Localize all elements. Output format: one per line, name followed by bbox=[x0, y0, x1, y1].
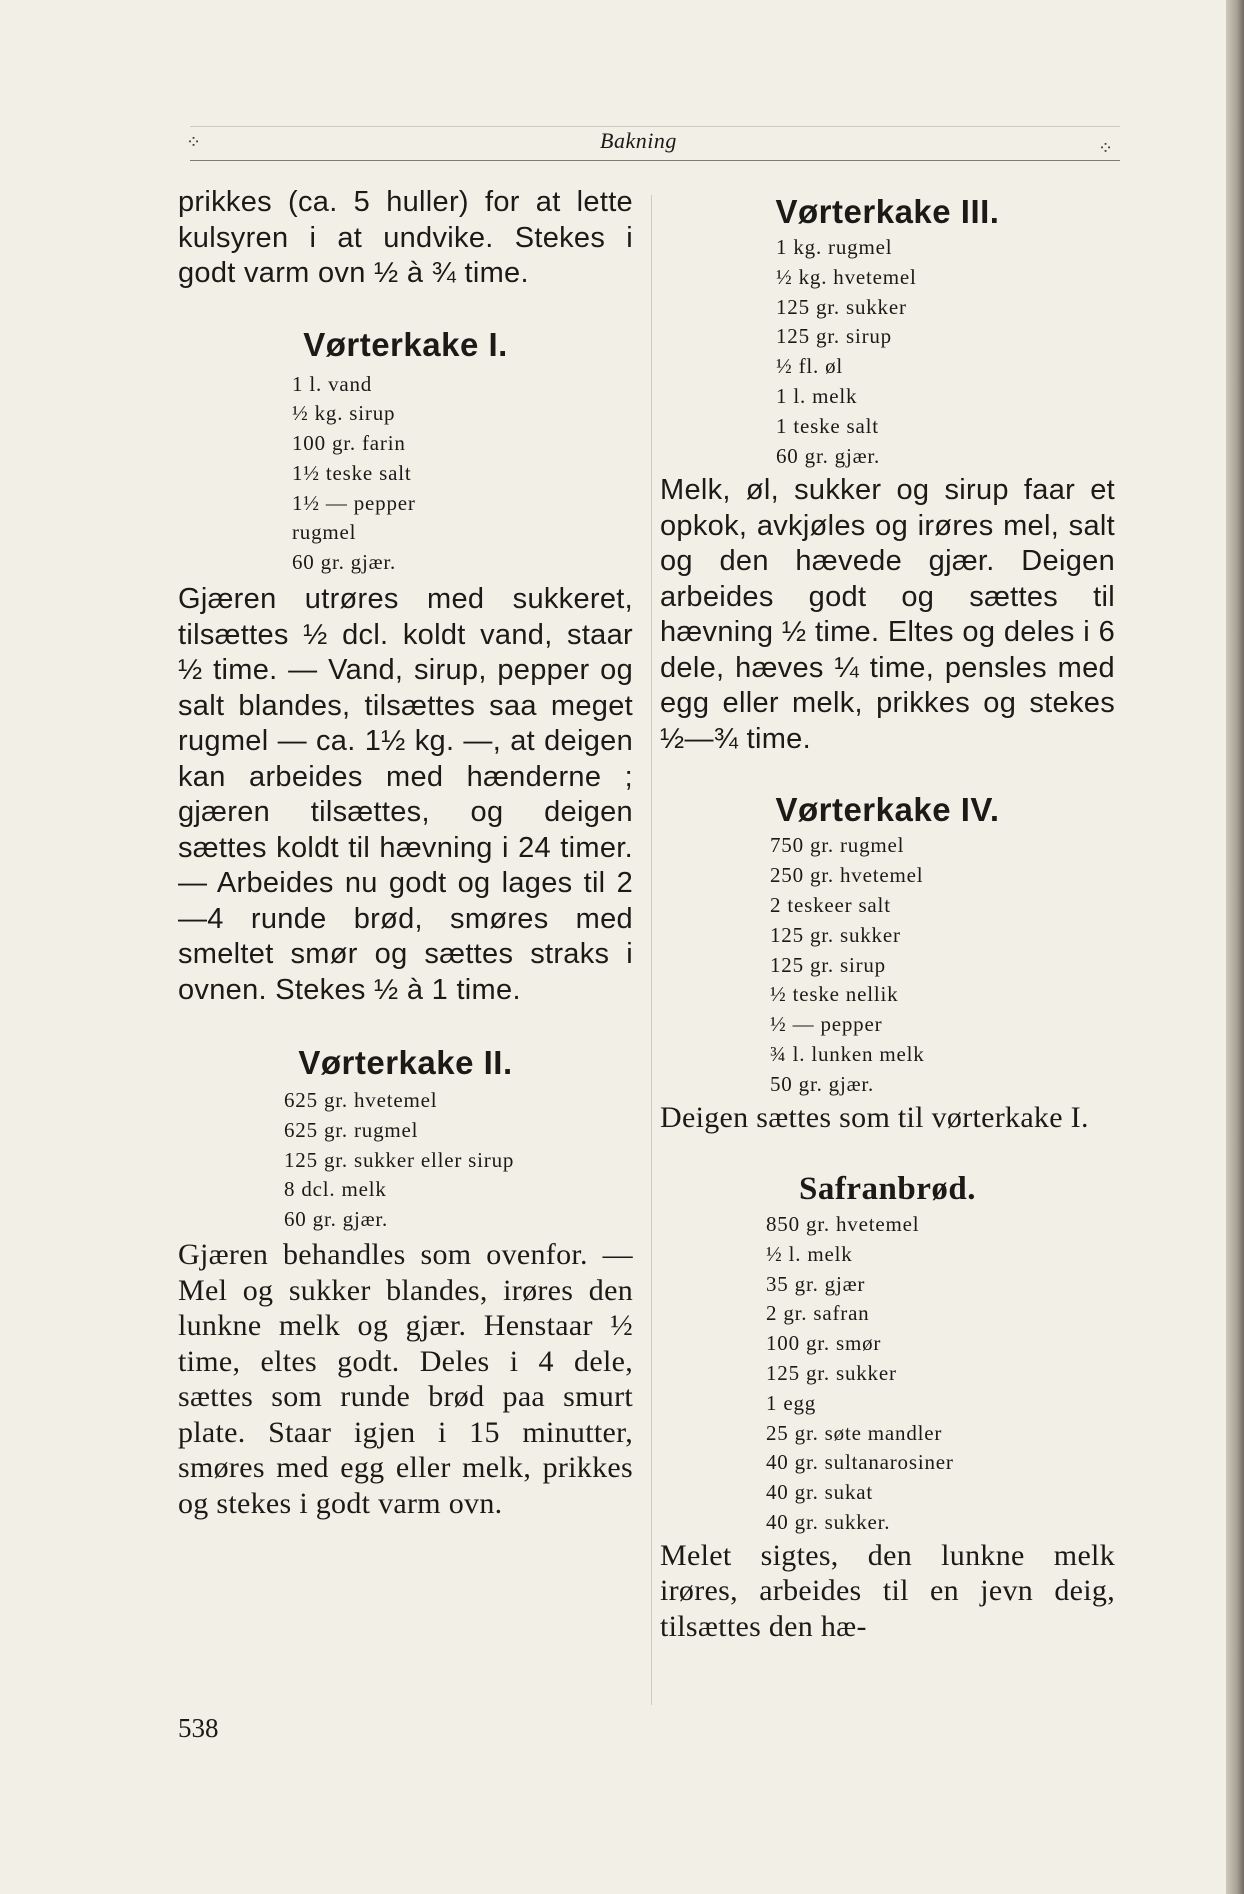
recipe-5-ingredients bbox=[766, 1210, 1115, 1538]
ingredient-item: 625 gr. hvetemel bbox=[284, 1088, 438, 1113]
recipe-4-method: Deigen sættes som til vørterkake I. bbox=[660, 1100, 1089, 1134]
recipe-1-method: Gjæren utrøres med sukkeret, tilsættes ½ dcl. koldt vand, staar ½ time. — Vand, sirup, pepper og salt blandes, tilsættes saa meget rugmel — ca. 1½ kg. —, at deigen kan arbeides med hænderne ; gjæren tilsættes, og deigen sættes koldt til hævning i 24 timer. — Arbeides nu godt og lages til 2—4 runde brød, smøres med smeltet smør og sættes straks i ovnen. Stekes ½ à 1 time. bbox=[178, 583, 633, 1006]
binding-edge bbox=[1226, 0, 1244, 1894]
ingredient-item: 1 l. vand bbox=[292, 371, 373, 396]
recipe-3-ingredients bbox=[776, 233, 1115, 471]
ingredient-item: 2 teskeer salt bbox=[770, 892, 891, 917]
recipe-1-title: Vørterkake I. bbox=[303, 325, 508, 363]
left-column bbox=[178, 185, 633, 1521]
ingredient-item: ½ kg. hvetemel bbox=[776, 264, 917, 289]
ingredient-item: 850 gr. hvetemel bbox=[766, 1212, 920, 1237]
recipe-3-title: Vørterkake III. bbox=[775, 193, 1000, 230]
header-rule-top bbox=[190, 126, 1120, 127]
ingredient-item: ½ — pepper bbox=[770, 1012, 883, 1037]
ingredient-item: 1 l. melk bbox=[776, 383, 858, 408]
ingredient-item: ½ fl. øl bbox=[776, 354, 844, 379]
ingredient-item: 1 teske salt bbox=[776, 413, 879, 438]
right-column bbox=[660, 185, 1115, 1644]
recipe-3-method: Melk, øl, sukker og sirup faar et opkok, avkjøles og irøres mel, salt og den hævede gjær. Deigen arbeides godt og sættes til hævning ½ time. Eltes og deles i 6 dele, hæves ¼ time, pensles med egg eller melk, prikkes og stekes ½—¾ time. bbox=[660, 474, 1115, 755]
recipe-4-title: Vørterkake IV. bbox=[775, 791, 1000, 829]
ingredient-item: 125 gr. sirup bbox=[770, 952, 886, 977]
ingredient-item: 125 gr. sukker bbox=[776, 294, 907, 319]
ingredient-item: 125 gr. sirup bbox=[776, 324, 892, 349]
ingredient-item: 750 gr. rugmel bbox=[770, 833, 905, 858]
recipe-1-ingredients bbox=[292, 370, 633, 579]
ingredient-item: 60 gr. gjær. bbox=[776, 443, 881, 468]
ingredient-item: 35 gr. gjær bbox=[766, 1271, 866, 1296]
ingredient-item: 625 gr. rugmel bbox=[284, 1117, 419, 1142]
intro-paragraph: prikkes (ca. 5 huller) for at lette kulsyren i at undvike. Stekes i godt varm ovn ½ à ¾ time. bbox=[178, 186, 633, 289]
ingredient-item: 25 gr. søte mandler bbox=[766, 1420, 943, 1445]
ingredient-item: 40 gr. sultanarosiner bbox=[766, 1450, 954, 1475]
running-title: Bakning bbox=[600, 128, 677, 153]
ingredient-item: ½ l. melk bbox=[766, 1241, 853, 1266]
ingredient-item: 125 gr. sukker eller sirup bbox=[284, 1147, 515, 1172]
page-number: 538 bbox=[178, 1713, 219, 1743]
recipe-5-title: Safranbrød. bbox=[799, 1171, 976, 1208]
ingredient-item: ½ kg. sirup bbox=[292, 401, 396, 426]
ingredient-item: ¾ l. lunken melk bbox=[770, 1041, 925, 1066]
ingredient-item: 100 gr. smør bbox=[766, 1331, 882, 1356]
ingredient-item: 40 gr. sukker. bbox=[766, 1510, 891, 1535]
header-rule bbox=[190, 160, 1120, 161]
ingredient-item: 40 gr. sukat bbox=[766, 1480, 874, 1505]
recipe-2-title: Vørterkake II. bbox=[298, 1044, 513, 1082]
ornament-right: ⁘ bbox=[1098, 138, 1114, 158]
ingredient-item: 125 gr. sukker bbox=[766, 1361, 897, 1386]
recipe-2-ingredients bbox=[284, 1086, 633, 1235]
ingredient-item: 1 egg bbox=[766, 1390, 817, 1415]
ingredient-item: 1½ — pepper bbox=[292, 490, 416, 515]
recipe-4-ingredients bbox=[770, 831, 1115, 1099]
ingredient-item: rugmel bbox=[292, 520, 357, 545]
ingredient-item: 250 gr. hvetemel bbox=[770, 863, 924, 888]
ingredient-item: 60 gr. gjær. bbox=[292, 550, 397, 575]
ingredient-item: 1½ teske salt bbox=[292, 460, 412, 485]
ornament-left: ⁘ bbox=[186, 132, 202, 152]
ingredient-item: 2 gr. safran bbox=[766, 1301, 870, 1326]
ingredient-item: 100 gr. farin bbox=[292, 431, 406, 456]
ingredient-item: 8 dcl. melk bbox=[284, 1177, 387, 1202]
column-divider bbox=[651, 195, 652, 1705]
ingredient-item: 50 gr. gjær. bbox=[770, 1071, 875, 1096]
ingredient-item: ½ teske nellik bbox=[770, 982, 899, 1007]
ingredient-item: 1 kg. rugmel bbox=[776, 235, 893, 259]
recipe-5-method: Melet sigtes, den lunkne melk irøres, arbeides til en jevn deig, tilsættes den hæ- bbox=[660, 1538, 1115, 1643]
ingredient-item: 125 gr. sukker bbox=[770, 922, 901, 947]
recipe-2-method: Gjæren behandles som ovenfor. — Mel og sukker blandes, irøres den lunkne melk og gjær. Henstaar ½ time, eltes godt. Deles i 4 dele, sættes som runde brød paa smurt plate. Staar igjen i 15 minutter, smøres med egg eller melk, prikkes og stekes i godt varm ovn. bbox=[178, 1238, 633, 1520]
ingredient-item: 60 gr. gjær. bbox=[284, 1207, 389, 1232]
